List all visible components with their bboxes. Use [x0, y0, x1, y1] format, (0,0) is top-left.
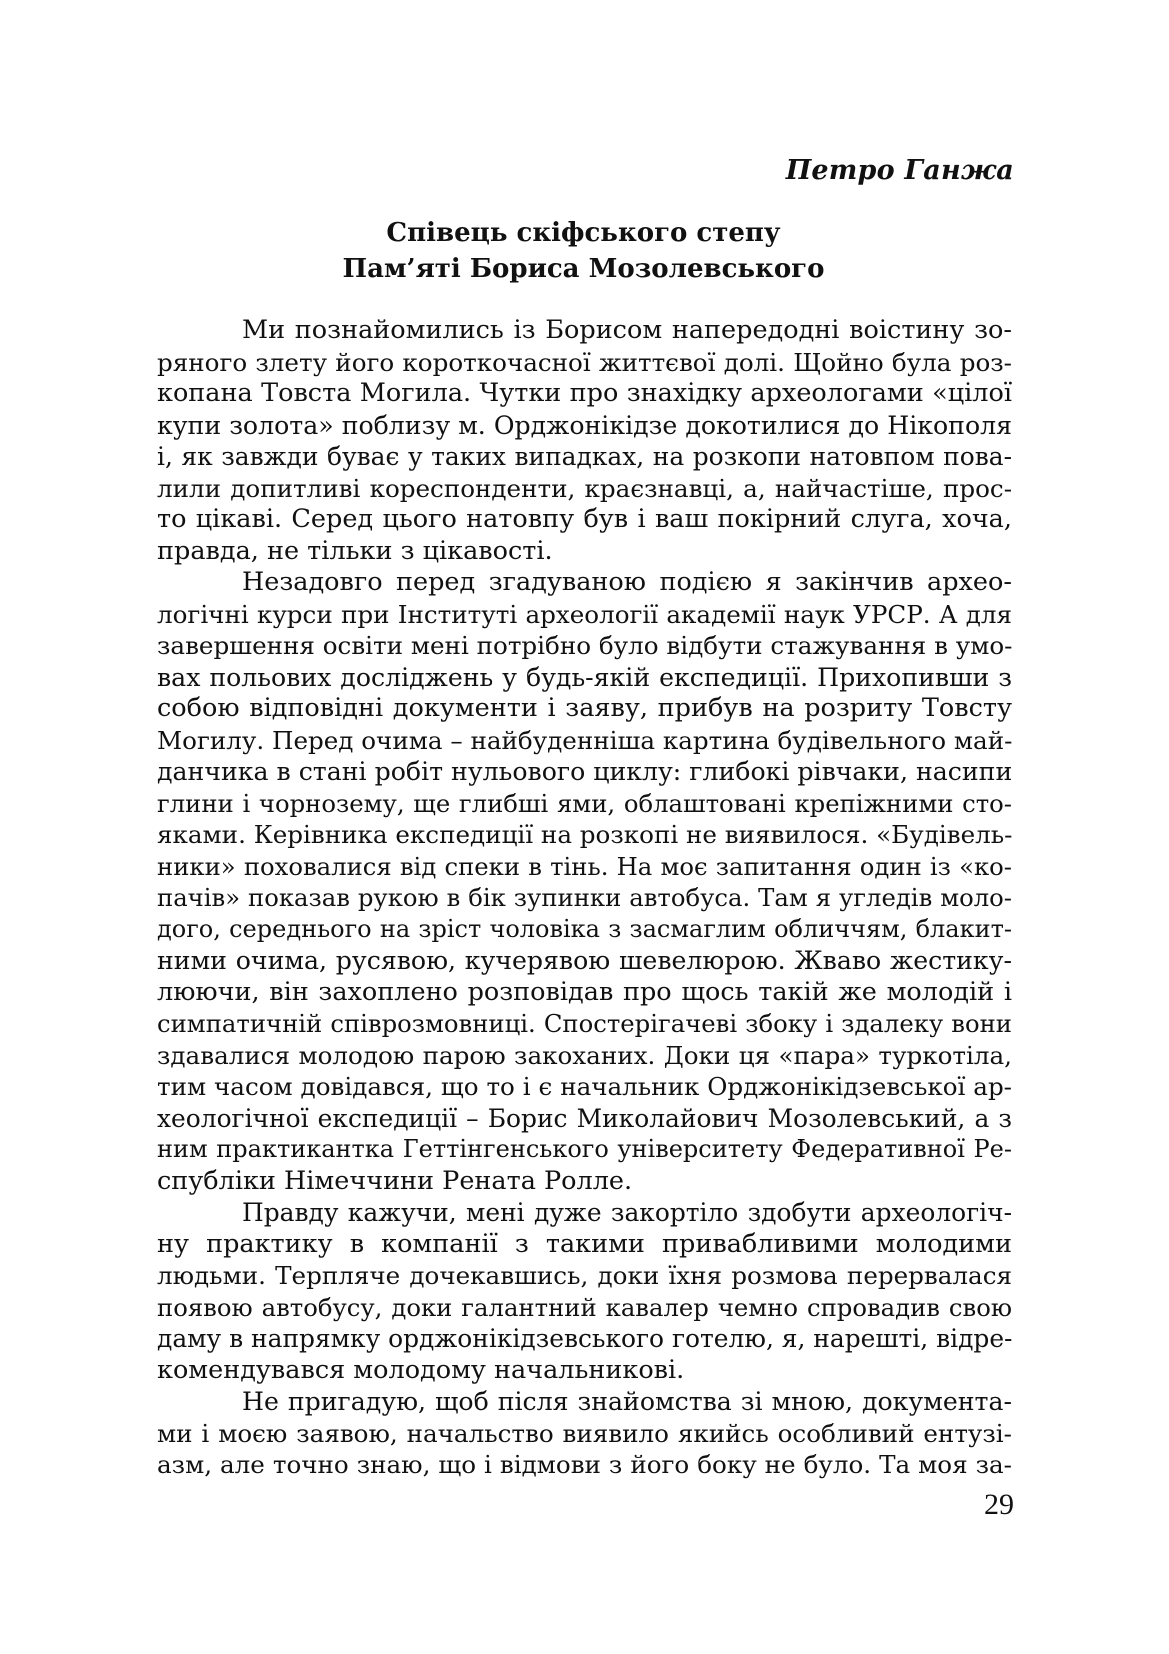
paragraph-4-line: ми і моєю заявою, начальство виявило якийсь особливий ентузі- — [157, 1418, 1012, 1448]
paragraph-2-line: спубліки Німеччини Рената Ролле. — [157, 1165, 633, 1196]
paragraph-2-line: Незадовго перед згадуваною подією я закінчив архео- — [242, 567, 1012, 597]
paragraph-2-line: ними очима, русявою, кучерявою шевелюрою. Жваво жестику- — [157, 946, 1012, 975]
paragraph-1-line: купи золота» поблизу м. Орджонікідзе докотилися до Нікополя — [157, 410, 1012, 440]
author-name: Петро Ганжа — [785, 155, 1014, 186]
paragraph-2-line: дого, середнього на зріст чоловіка з засмаглим обличчям, блакит- — [157, 914, 1012, 943]
paragraph-2-line: ники» поховалися від спеки в тінь. На моє запитання один із «ко- — [157, 851, 1012, 881]
article-title — [155, 215, 1012, 287]
article-body — [157, 315, 1012, 1481]
paragraph-2-line: симпатичній співрозмовниці. Спостерігачеві збоку і здалеку вони — [157, 1009, 1012, 1038]
paragraph-3-line: ну практику в компанії з такими привабливими молодими — [157, 1228, 1012, 1259]
paragraph-2-line: ним практикантка Геттінгенського університету Федеративної Ре- — [157, 1135, 1012, 1163]
paragraph-1-line: правда, не тільки з цікавості. — [157, 535, 553, 566]
paragraph-2-line: пачів» показав рукою в бік зупинки автобуса. Там я угледів моло- — [157, 883, 1012, 912]
paragraph-4-line: Не пригадую, щоб після знайомства зі мною, документа- — [242, 1387, 1012, 1416]
paragraph-3-line: даму в напрямку орджонікідзевського готелю, я, нарешті, відре- — [157, 1324, 1013, 1353]
paragraph-3-line: людьми. Терпляче дочекавшись, доки їхня розмова перервалася — [157, 1261, 1012, 1290]
title-line-1: Співець скіфського степу — [386, 218, 781, 248]
paragraph-2-line: собою відповідні документи і заяву, прибув на розриту Товсту — [157, 693, 1012, 723]
page-number: 29 — [984, 1488, 1014, 1521]
paragraph-3-line: Правду кажучи, мені дуже закортіло здобути археологіч- — [242, 1198, 1012, 1227]
paragraph-1-line: лили допитливі кореспонденти, краєзнавці, а, найчастіше, прос- — [157, 473, 1012, 503]
paragraph-2-line: люючи, він захоплено розповідав про щось такій же молодій і — [157, 976, 1012, 1007]
paragraph-1-line: ряного злету його короткочасної життєвої долі. Щойно була роз- — [157, 347, 1012, 377]
paragraph-3-line: комендувався молодому начальникові. — [157, 1354, 685, 1385]
paragraph-2-line: логічні курси при Інституті археології академії наук УРСР. А для — [157, 599, 1012, 629]
paragraph-2-line: яками. Керівника експедиції на розкопі не виявилося. «Будівель- — [157, 820, 1013, 849]
paragraph-2-line: хеологічної експедиції – Борис Миколайович Мозолевський, а з — [157, 1103, 1012, 1133]
paragraph-4-line: азм, але точно знаю, що і відмови з його боку не було. Та моя за- — [157, 1450, 1012, 1479]
paragraph-2-line: глини і чорнозему, ще глибші ями, облаштовані крепіжними сто- — [157, 788, 1012, 818]
paragraph-2-line: тим часом довідався, що то і є начальник Орджонікідзевської ар- — [157, 1072, 1012, 1101]
paragraph-2-line: завершення освіти мені потрібно було відбути стажування в умо- — [157, 631, 1013, 660]
paragraph-2-line: здавалися молодою парою закоханих. Доки ця «пара» туркотіла, — [157, 1040, 1012, 1070]
paragraph-1-line: копана Товста Могила. Чутки про знахідку археологами «цілої — [157, 378, 1012, 408]
paragraph-2-line: Могилу. Перед очима – найбуденніша картина будівельного май- — [157, 725, 1013, 755]
paragraph-2-line: данчика в стані робіт нульового циклу: глибокі рівчаки, насипи — [157, 757, 1013, 786]
paragraph-3-line: появою автобусу, доки галантний кавалер чемно спровадив свою — [157, 1292, 1012, 1322]
paragraph-1-line: і, як завжди буває у таких випадках, на розкопи натовпом пова- — [157, 442, 1012, 471]
paragraph-2-line: вах польових досліджень у будь-якій експедиції. Прихопивши з — [157, 662, 1012, 692]
title-line-2: Пам’яті Бориса Мозолевського — [342, 254, 825, 284]
paragraph-1-line: то цікаві. Серед цього натовпу був і ваш покірний слуга, хоча, — [157, 504, 1012, 534]
paragraph-1-line: Ми познайомились із Борисом напередодні воістину зо- — [242, 315, 1012, 345]
